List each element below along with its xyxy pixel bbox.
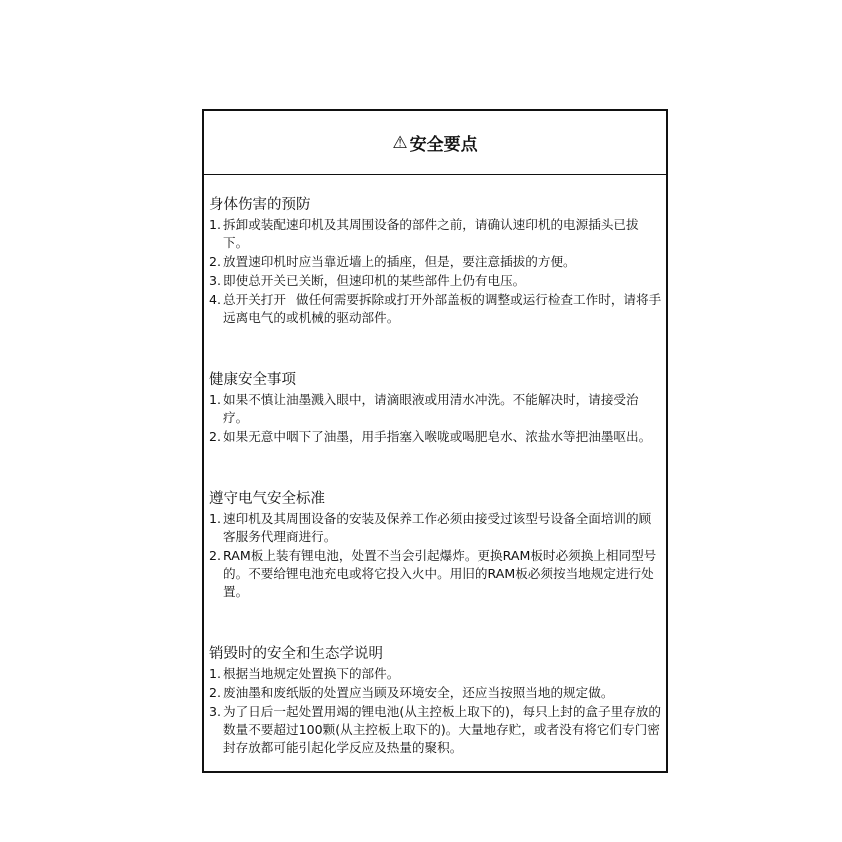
item-text: 为了日后一起处置用竭的锂电池(从主控板上取下的)，每只上封的盒子里存放的数量不要超过100颗(从主控板上取下的)。大量地存贮，或者没有将它们专门密封存放都可能引起化学反应及热量的聚积。: [223, 704, 662, 755]
item-number: 2.: [209, 548, 222, 563]
item-number: 2.: [209, 429, 222, 444]
item-list: [209, 510, 662, 601]
list-item: [209, 665, 662, 683]
item-text: 做任何需要拆除或打开外部盖板的调整或运行检查工作时，请将手远离电气的或机械的驱动部件。: [223, 292, 662, 325]
item-text: 废油墨和废纸版的处置应当顾及环境安全，还应当按照当地的规定做。: [223, 685, 614, 700]
list-item: [209, 253, 662, 271]
item-number: 1.: [209, 217, 222, 232]
list-item: [209, 510, 662, 546]
warning-icon: ⚠: [392, 132, 408, 153]
list-item: [209, 684, 662, 702]
item-text: 速印机及其周围设备的安装及保养工作必须由接受过该型号设备全面培训的顾客服务代理商进行。: [223, 511, 652, 544]
section-title: 身体伤害的预防: [209, 197, 311, 213]
list-item: [209, 272, 662, 290]
item-number: 1.: [209, 511, 222, 526]
item-text: RAM板上装有锂电池，处置不当会引起爆炸。更换RAM板时必须换上相同型号的。不要给锂电池充电或将它投入火中。用旧的RAM板必须按当地规定进行处置。: [223, 548, 657, 599]
item-text: 根据当地规定处置换下的部件。: [223, 666, 400, 681]
item-text: 拆卸或装配速印机及其周围设备的部件之前，请确认速印机的电源插头已拔下。: [223, 217, 639, 250]
section-title: 健康安全事项: [209, 372, 296, 388]
item-number: 2.: [209, 685, 222, 700]
list-item: [209, 547, 662, 601]
item-number: 1.: [209, 392, 222, 407]
list-item: [209, 216, 662, 252]
item-list: [209, 391, 662, 446]
list-item: [209, 428, 662, 446]
list-item: [209, 391, 662, 427]
item-text: 总开关打开: [223, 292, 286, 307]
item-number: 2.: [209, 254, 222, 269]
item-text: 即使总开关已关断，但速印机的某些部件上仍有电压。: [223, 273, 526, 288]
item-text: 如果不慎让油墨溅入眼中，请滴眼液或用清水冲洗。不能解决时，请接受治疗。: [223, 392, 639, 425]
notice-header: [204, 111, 666, 175]
item-number: 3.: [209, 704, 222, 719]
section-title: 销毁时的安全和生态学说明: [209, 646, 383, 662]
section-title: 遵守电气安全标准: [209, 491, 325, 507]
section-electrical-safety: [209, 489, 662, 601]
item-list: [209, 216, 662, 327]
notice-content: [204, 175, 666, 757]
item-text: 放置速印机时应当靠近墙上的插座，但是，要注意插拔的方便。: [223, 254, 576, 269]
item-list: [209, 665, 662, 757]
item-number: 4.: [209, 292, 222, 307]
list-item: [209, 291, 662, 327]
list-item: [209, 703, 662, 757]
section-disposal: [209, 644, 662, 757]
safety-notice-box: [202, 109, 668, 773]
item-number: 1.: [209, 666, 222, 681]
notice-title: 安全要点: [409, 135, 478, 155]
section-health-safety: [209, 370, 662, 446]
item-text: 如果无意中咽下了油墨，用手指塞入喉咙或喝肥皂水、浓盐水等把油墨呕出。: [223, 429, 652, 444]
item-number: 3.: [209, 273, 222, 288]
section-injury-prevention: [209, 195, 662, 327]
